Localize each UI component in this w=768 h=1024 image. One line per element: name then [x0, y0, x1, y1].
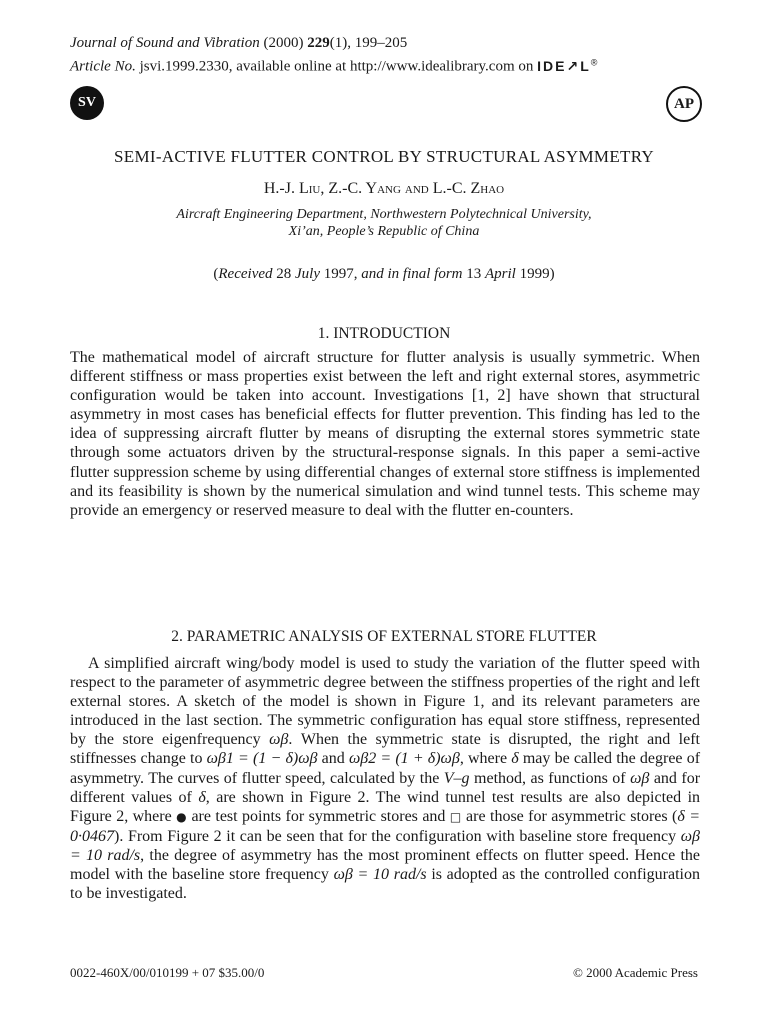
article-info-line [70, 53, 599, 77]
ideal-logo-text: IDE↗L [537, 57, 591, 74]
s2-text-4: , where [459, 750, 508, 768]
affiliation-line-1: Aircraft Engineering Department, Northwestern Polytechnical University, [176, 207, 592, 222]
ap-publisher-logo: AP [666, 86, 702, 122]
s2-delta: δ [511, 750, 519, 768]
s2-text-8: , are shown in Figure 2. The wind tunnel test results are also depicted in Figure 2, where [70, 788, 701, 825]
journal-header [70, 34, 599, 77]
received-label: Received [218, 266, 273, 282]
section-1-body: The mathematical model of aircraft structure for flutter analysis is usually symmetric. When different stiffness or mass properties exist between the left and right external stores, asymmetric configuration would be taken into account. Investigations [1, 2] have shown that structural asymmetry in most cases has beneficial effects for flutter prevention. This finding has led to the idea of suppressing aircraft flutter by means of disrupting the external stores symmetric state through some actuators driven by the structural-response signals. In this paper a semi-active flutter suppression scheme by using differential changes of external store stiffness is implemented and its feasibility is shown by the numerical simulation and wind tunnel tests. This scheme may provide an emergency or reserved measure to deal with the flutter en-counters. [70, 349, 700, 519]
article-info: jsvi.1999.2330, available online at http://www.idealibrary.com on [139, 58, 534, 75]
paper-title: SEMI-ACTIVE FLUTTER CONTROL BY STRUCTURAL ASYMMETRY [114, 147, 654, 166]
paper-authors: H.-J. Liu, Z.-C. Yang and L.-C. Zhao [263, 180, 505, 197]
s2-delta-2: δ [198, 788, 206, 806]
journal-citation-line [70, 34, 599, 53]
footer-copyright: © 2000 Academic Press [572, 965, 698, 980]
s2-eq-baseline-1: ωβ = 10 rad/s [70, 827, 701, 864]
received-day: 28 [276, 266, 292, 282]
s2-eq-omega-beta-1: ωβ1 = (1 − δ)ωβ [206, 750, 318, 768]
article-label: Article No. [70, 58, 136, 75]
footer-code: 0022-460X/00/010199 + 07 $35.00/0 [70, 965, 265, 980]
journal-issue-pages: (1), 199–205 [329, 35, 408, 51]
s2-text-6: method, as functions of [474, 769, 626, 787]
s2-omega-beta: ωβ [269, 731, 289, 749]
final-form-label: and in final form [361, 266, 463, 282]
affiliation-line-2: Xi’an, People’s Republic of China [288, 224, 480, 239]
ideal-logo [537, 58, 599, 74]
final-month: April [485, 266, 516, 282]
s2-text-3: and [321, 750, 345, 768]
s2-text-2: . When the symmetric state is disrupted, the right and left stiffnesses change to [70, 731, 700, 768]
received-month: July [295, 266, 320, 282]
s2-text-5: may be called the degree of asymmetry. The curves of flutter speed, calculated by the [70, 750, 701, 787]
s2-text-1: A simplified aircraft wing/body model is used to study the variation of the flutter speed with respect to the parameter of asymmetric degree between the stiffness properties of the right and left external stores. A sketch of the model is shown in Figure 1, and its relevant parameters are introduced in the last section. The symmetric configuration has equal store stiffness, represented by the store eigenfrequency [70, 655, 700, 749]
ideal-registered-mark: ® [590, 57, 600, 67]
received-year: 1997, [323, 266, 358, 282]
sv-publisher-logo: SV [70, 86, 104, 120]
s2-text-11: ). From Figure 2 it can be seen that for the configuration with baseline store frequency [114, 827, 677, 845]
journal-name: Journal of Sound and Vibration [70, 35, 260, 51]
final-year: 1999) [519, 266, 555, 282]
journal-year: (2000) [263, 35, 304, 51]
section-2-body [70, 654, 700, 903]
s2-omega-beta-2: ωβ [630, 769, 650, 787]
received-dates [0, 266, 768, 283]
s2-text-10: are those for asymmetric stores ( [466, 807, 678, 825]
received-open: ( [213, 266, 219, 282]
journal-volume: 229 [307, 35, 330, 51]
s2-eq-baseline-2: ωβ = 10 rad/s [333, 866, 427, 884]
s2-text-13: is adopted as the controlled configuration to be investigated. [70, 866, 701, 903]
s2-text-9: are test points for symmetric stores and [191, 807, 446, 825]
s2-eq-omega-beta-2: ωβ2 = (1 + δ)ωβ [348, 750, 460, 768]
final-day: 13 [466, 266, 482, 282]
section-1-heading: 1. INTRODUCTION [317, 325, 451, 342]
filled-circle-marker-icon: ● [176, 809, 188, 824]
s2-text-7: and for different values of [70, 769, 701, 806]
s2-vg-method: V–g [443, 769, 470, 787]
author-affiliation [0, 206, 768, 240]
s2-eq-delta-value: δ = 0·0467 [70, 807, 701, 845]
s2-text-12: , the degree of asymmetry has the most prominent effects on flutter speed. Hence the model with the baseline store frequency [70, 846, 700, 884]
section-2-heading: 2. PARAMETRIC ANALYSIS OF EXTERNAL STORE FLUTTER [171, 628, 597, 645]
open-square-marker-icon: □ [449, 809, 462, 824]
